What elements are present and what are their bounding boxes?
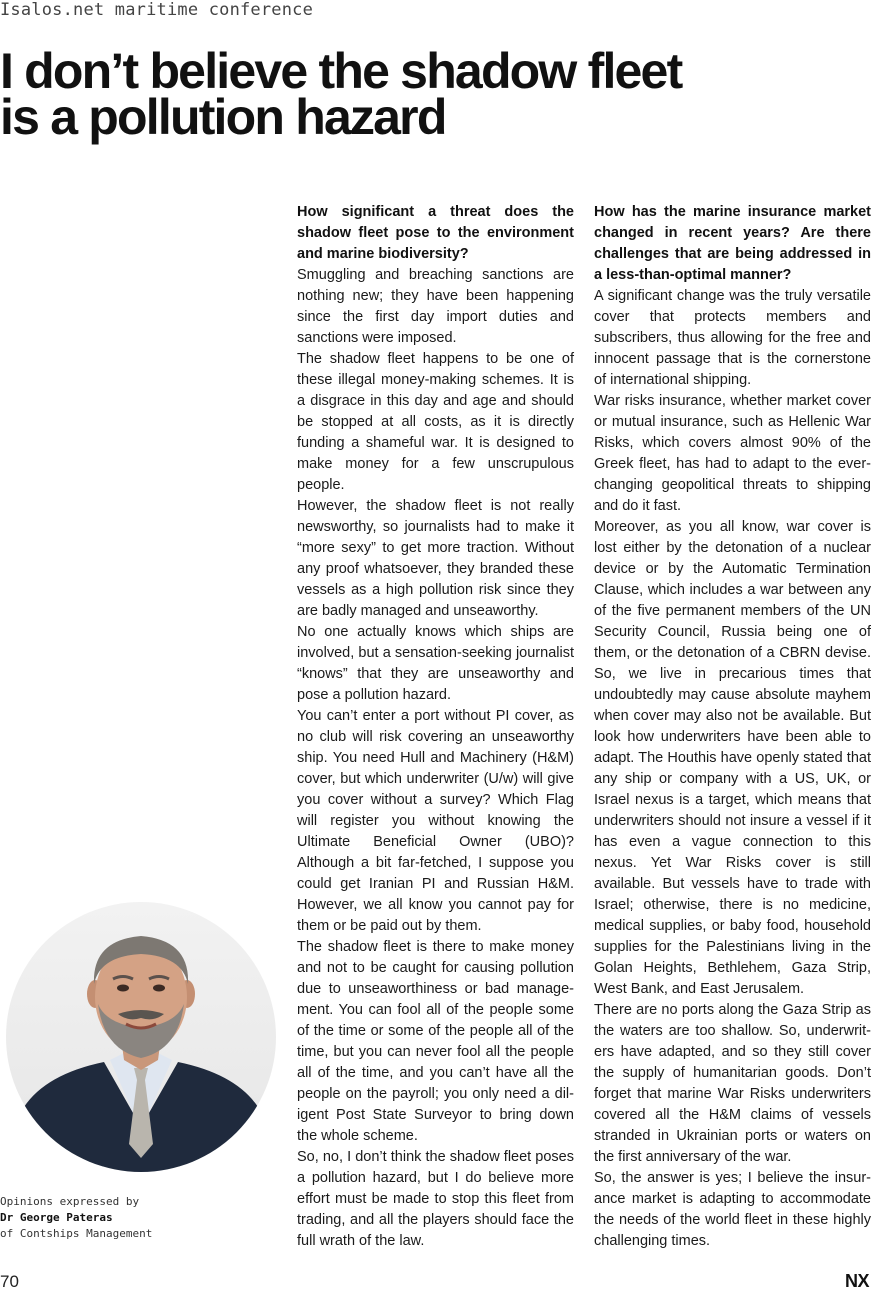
answer-paragraph: Smuggling and breaching sanctions are nothing new; they have been happening since the first day import duties and sanctions were imposed. (297, 267, 574, 346)
headline-line-2: is a pollution hazard (0, 89, 446, 145)
answer-paragraph: No one actually knows which ships are involved, but a sensation-seeking journalist “knows” that they are unseaworthy and pose a pollution hazard. (297, 624, 574, 703)
answer-paragraph: The shadow fleet happens to be one of these illegal money-making schemes. It is a disgrace in this day and age and should be stopped at all costs, as it is directly funding a shameful war. It is designed to make money for a few unscrupulous people. (297, 351, 574, 493)
answer-paragraph: A significant change was the truly versatile cover that protects members and subscribers, thus allowing for the free and innocent passage that is the cornerstone of international shipping. (594, 288, 871, 388)
headline-line-1: I don’t believe the shadow fleet (0, 43, 682, 99)
answer-paragraph: However, the shadow fleet is not really newsworthy, so journalists had to make it “more sexy” to get more traction. Without any proof whatsoever, they branded these vessels as a high pollution risk since they are badly managed and unseaworthy. (297, 498, 574, 619)
author-name: Dr George Pateras (0, 1211, 113, 1224)
brand-logo: NX (844, 1271, 869, 1291)
answer-paragraph: War risks insurance, whether market cover or mutual insurance, such as Hellenic War Risks, which covers almost 90% of the Greek fleet, has had to adapt to the ever-changing geopolitical threats to shipping and do it fast. (594, 393, 871, 514)
article-column-right (594, 202, 871, 1252)
answer-paragraph: So, the answer is yes; I believe the insurance market is adapting to accommodate the needs of the world fleet in these highly challenging times. (594, 1170, 871, 1249)
author-affiliation: of Contships Management (0, 1227, 153, 1240)
caption-intro: Opinions expressed by (0, 1195, 140, 1208)
interview-question: How has the marine insurance market changed in recent years? Are there challenges that are being addressed in a less-than-optimal manner? (594, 204, 871, 283)
page-number: 70 (0, 1272, 19, 1291)
article-column-left (297, 202, 574, 1252)
answer-paragraph: You can’t enter a port without PI cover, as no club will risk covering an unseaworthy ship. You need Hull and Machinery (H&M) cover, but which underwriter (U/w) will give you cover without a survey? Which Flag will register you without knowing the Ultimate Beneficial Owner (UBO)? Although a bit far-fetched, I suppose you could get Iranian PI and Russian H&M. However, we all know you cannot pay for them or be paid out by them. (297, 708, 574, 934)
photo-caption (0, 1194, 152, 1242)
answer-paragraph: Moreover, as you all know, war cover is lost either by the detonation of a nuclear device or by the Automatic Termination Clause, which includes a war between any of the five permanent members of the UN Security Council, Russia being one of them, or the detonation of a CBRN devise. So, we live in precarious times that undoubtedly may cause absolute mayhem when cover may also not be available. But look how underwriters have been able to adapt. The Houthis have openly stated that any ship or company with a US, UK, or Israel nexus is a target, which means that underwriters should not insure a vessel if it has even a vague connection to this nexus. Yet War Risks cover is still available. But vessels have to trade with Israel; otherwise, there is no medicine, medical supplies, or baby food, household supplies for the Palestinians living in the Golan Heights, Bethlehem, Gaza Strip, West Bank, and East Jerusalem. (594, 519, 871, 997)
running-head: Isalos.net maritime conference (0, 0, 314, 20)
article-headline (0, 43, 682, 145)
author-portrait (6, 902, 276, 1172)
answer-paragraph: The shadow fleet is there to make money and not to be caught for causing pollution due to unseaworthiness or bad management. You can fool all of the people some of the time or some of the people all of the time, but you can never fool all the people all of the time, and you can’t have all the people on the payroll; you only need a diligent Post State Surveyor to bring down the whole scheme. (297, 939, 574, 1144)
answer-paragraph: So, no, I don’t think the shadow fleet poses a pollution hazard, but I do believe more effort must be made to stop this fleet from trading, and all the players should face the full wrath of the law. (297, 1149, 574, 1249)
answer-paragraph: There are no ports along the Gaza Strip as the waters are too shallow. So, underwriters have adapted, and so they still cover the supply of humanitarian goods. Don’t forget that marine War Risks underwriters covered all the H&M claims of vessels stranded in Ukrainian ports or waters on the first anniversary of the war. (594, 1002, 871, 1165)
interview-question: How significant a threat does the shadow fleet pose to the environment and marine biodiversity? (297, 204, 574, 262)
